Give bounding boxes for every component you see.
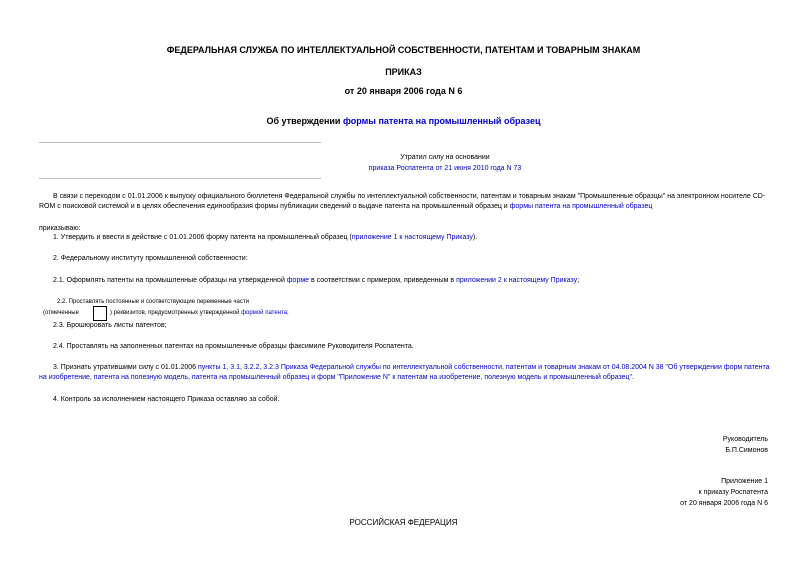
item-2-2-end: ; — [287, 310, 289, 316]
item-2: 2. Федеральному институту промышленной собственности: — [53, 255, 248, 262]
intro-text: В связи с переходом с 01.01.2006 к выпуску официального бюллетеня Федеральной службы по интеллектуальной собственности, патентам и товарным знакам "Промышленные образцы" на электронном носителе CD-ROM с поисковой системой и в целях обеспечения единообразия формы публикации сведений о выдаче патента на промышленный образец и — [39, 193, 766, 210]
item-4: 4. Контроль за исполнением настоящего Приказа оставляю за собой. — [53, 396, 280, 403]
item-2-2-left: (отмеченные — [43, 310, 79, 316]
appendix-line-1: Приложение 1 — [721, 478, 768, 485]
item-3-text: 3. Признать утратившими силу с 01.01.2006 — [53, 364, 198, 371]
item-2-2-right — [110, 309, 289, 317]
item-3-end: . — [632, 374, 634, 381]
intro-paragraph — [39, 192, 772, 212]
status-link[interactable]: приказа Роспатента от 21 июня 2010 года N 73 — [368, 165, 522, 172]
item-1 — [53, 233, 477, 243]
item-2-3: 2.3. Брошюровать листы патентов; — [53, 322, 167, 329]
item-2-1-end: ; — [577, 277, 580, 284]
item-2-2-link[interactable]: формой патента — [241, 310, 288, 316]
appendix-line-3: от 20 января 2006 года N 6 — [680, 500, 768, 507]
document-title — [0, 116, 807, 126]
item-1-end: ). — [472, 234, 478, 241]
signature-name: Б.П.Симонов — [725, 447, 768, 454]
intro-link[interactable]: формы патента на промышленный образец — [509, 203, 653, 210]
item-2-1-link-form[interactable]: форме — [286, 277, 310, 284]
item-3-link[interactable]: пункты 1, 3.1, 3.2.2, 3.2.3 Приказа Федеральной службы по интеллектуальной собственности, патентам и товарным знакам от 04.08.2004 N 38 "Об утверждении форм патента на изобретение, патента на полезную модель, патента на промышленный образец и форм "Приложение N" к патентам на изобретение, полезную модель и промышленный образец" — [39, 364, 770, 381]
order-word: приказываю: — [39, 225, 81, 232]
item-1-link[interactable]: приложение 1 к настоящему Приказу — [351, 234, 473, 241]
item-2-1-link-appendix[interactable]: приложении 2 к настоящему Приказу — [456, 277, 578, 284]
item-3 — [39, 363, 772, 383]
item-2-1-text-a: 2.1. Оформлять патенты на промышленные образцы на утвержденной — [53, 277, 287, 284]
signature-position: Руководитель — [722, 436, 768, 443]
divider-bottom — [39, 178, 321, 179]
status-text: Утратил силу на основании — [400, 154, 490, 161]
item-1-text: 1. Утвердить и ввести в действие с 01.01.2006 форму патента на промышленный образец ( — [53, 234, 352, 241]
item-2-1 — [53, 276, 579, 286]
agency-name: ФЕДЕРАЛЬНАЯ СЛУЖБА ПО ИНТЕЛЛЕКТУАЛЬНОЙ СОБСТВЕННОСТИ, ПАТЕНТАМ И ТОВАРНЫМ ЗНАКАМ — [166, 45, 641, 55]
item-2-4: 2.4. Проставлять на заполненных патентах на промышленные образцы факсимиле Руководителя Роспатента. — [53, 343, 414, 350]
appendix-line-2: к приказу Роспатента — [698, 489, 768, 496]
divider-top — [39, 142, 321, 143]
item-2-2-right-text: ) реквизитов, предусмотренных утвержденной — [110, 310, 242, 316]
item-2-1-text-b: в соответствии с примером, приведенным в — [309, 277, 457, 284]
title-prefix: Об утверждении — [266, 116, 343, 126]
document-type: ПРИКАЗ — [385, 67, 422, 77]
item-2-2-line1: 2.2. Проставлять постоянные и соответствующие переменные части — [57, 299, 249, 305]
document-date: от 20 января 2006 года N 6 — [344, 86, 463, 96]
title-link[interactable]: формы патента на промышленный образец — [342, 116, 541, 126]
country-heading: РОССИЙСКАЯ ФЕДЕРАЦИЯ — [349, 518, 458, 527]
marked-field-box — [93, 306, 107, 321]
